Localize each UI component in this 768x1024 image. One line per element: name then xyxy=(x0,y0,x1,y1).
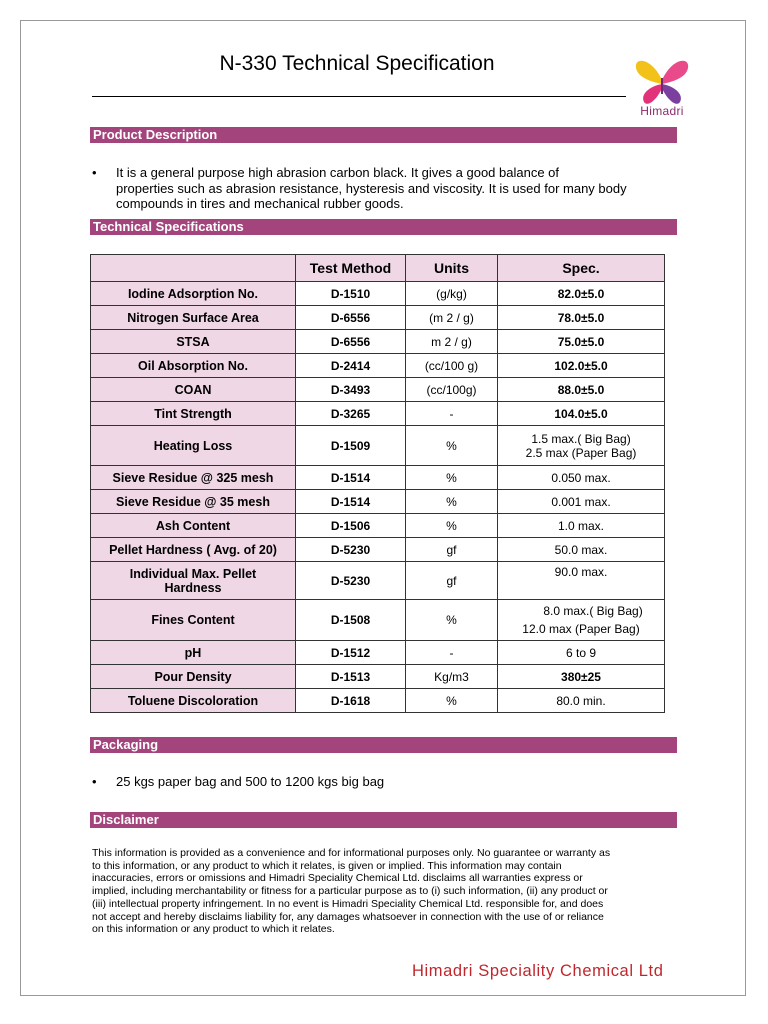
test-method: D-3265 xyxy=(296,402,406,426)
test-method: D-1510 xyxy=(296,282,406,306)
table-row xyxy=(91,689,665,713)
units: - xyxy=(406,641,498,665)
test-method: D-6556 xyxy=(296,330,406,354)
property-name: Sieve Residue @ 325 mesh xyxy=(91,466,296,490)
spec-value: 380±25 xyxy=(498,665,665,689)
property-name: Heating Loss xyxy=(91,426,296,466)
section-technical-specifications: Technical Specifications xyxy=(90,219,677,235)
product-description-line: It is a general purpose high abrasion carbon black. It gives a good balance of xyxy=(116,165,560,180)
units: (cc/100 g) xyxy=(406,354,498,378)
units: gf xyxy=(406,538,498,562)
test-method: D-2414 xyxy=(296,354,406,378)
spec-value: 1.0 max. xyxy=(498,514,665,538)
property-name: Toluene Discoloration xyxy=(91,689,296,713)
header-spec: Spec. xyxy=(498,255,665,282)
disclaimer-line: implied, including merchantability or fitness for a particular purpose as to (i) such information, (ii) any product or xyxy=(92,885,608,898)
table-row xyxy=(91,354,665,378)
test-method: D-1508 xyxy=(296,600,406,641)
spec-value: 82.0±5.0 xyxy=(498,282,665,306)
table-row xyxy=(91,306,665,330)
spec-line: 12.0 max (Paper Bag) xyxy=(522,622,640,636)
table-row xyxy=(91,402,665,426)
units: % xyxy=(406,490,498,514)
property-name: Iodine Adsorption No. xyxy=(91,282,296,306)
property-name: COAN xyxy=(91,378,296,402)
table-row xyxy=(91,426,665,466)
table-row xyxy=(91,466,665,490)
spec-value: 75.0±5.0 xyxy=(498,330,665,354)
test-method: D-6556 xyxy=(296,306,406,330)
specifications-table xyxy=(90,254,665,713)
title-underline xyxy=(92,96,626,97)
test-method: D-1513 xyxy=(296,665,406,689)
units: (g/kg) xyxy=(406,282,498,306)
bullet-marker: • xyxy=(92,774,97,789)
property-name: pH xyxy=(91,641,296,665)
spec-value: 78.0±5.0 xyxy=(498,306,665,330)
spec-value xyxy=(498,600,665,641)
test-method: D-1512 xyxy=(296,641,406,665)
units: - xyxy=(406,402,498,426)
test-method: D-5230 xyxy=(296,538,406,562)
table-row xyxy=(91,490,665,514)
spec-value: 88.0±5.0 xyxy=(498,378,665,402)
disclaimer-line: inaccuracies, errors or omissions and Himadri Speciality Chemical Ltd. disclaims all warranties express or xyxy=(92,872,583,885)
property-name: Tint Strength xyxy=(91,402,296,426)
disclaimer-line: This information is provided as a convenience and for informational purposes only. No guarantee or warranty as xyxy=(92,847,611,859)
property-name: Nitrogen Surface Area xyxy=(91,306,296,330)
test-method: D-1618 xyxy=(296,689,406,713)
property-line: Individual Max. Pellet xyxy=(129,566,257,581)
units: % xyxy=(406,514,498,538)
table-row xyxy=(91,282,665,306)
header-units: Units xyxy=(406,255,498,282)
units: m 2 / g) xyxy=(406,330,498,354)
disclaimer-line: on this information or any product to which it relates. xyxy=(92,923,335,936)
spec-line: 1.5 max.( Big Bag) xyxy=(531,431,631,446)
property-line: Hardness xyxy=(164,580,222,595)
disclaimer-line: (iii) intellectual property infringement. In no event is Himadri Speciality Chemical Ltd. responsible for, and does xyxy=(92,897,604,910)
units: % xyxy=(406,600,498,641)
units: (cc/100g) xyxy=(406,378,498,402)
test-method: D-5230 xyxy=(296,562,406,600)
page-title: N-330 Technical Specification xyxy=(219,52,495,75)
test-method: D-1514 xyxy=(296,466,406,490)
product-description xyxy=(92,165,692,213)
table-row xyxy=(91,538,665,562)
units: Kg/m3 xyxy=(406,665,498,689)
spec-value xyxy=(498,426,665,466)
property-name: STSA xyxy=(91,330,296,354)
header-blank xyxy=(91,255,296,282)
units: % xyxy=(406,466,498,490)
table-row xyxy=(91,665,665,689)
test-method: D-1509 xyxy=(296,426,406,466)
packaging-item xyxy=(92,774,692,790)
disclaimer-text xyxy=(92,847,677,936)
spec-value: 50.0 max. xyxy=(498,538,665,562)
test-method: D-1506 xyxy=(296,514,406,538)
company-footer: Himadri Speciality Chemical Ltd xyxy=(412,962,664,980)
test-method: D-3493 xyxy=(296,378,406,402)
table-row xyxy=(91,514,665,538)
units: % xyxy=(406,426,498,466)
product-description-line: properties such as abrasion resistance, hysteresis and viscosity. It is used for many body xyxy=(116,180,627,196)
disclaimer-line: to this information, or any product to which it relates, is given or implied. This information may contain xyxy=(92,859,562,872)
section-packaging: Packaging xyxy=(90,737,677,753)
property-name: Fines Content xyxy=(91,600,296,641)
units: % xyxy=(406,689,498,713)
table-header-row xyxy=(91,255,665,282)
spec-value: 0.001 max. xyxy=(498,490,665,514)
units: (m 2 / g) xyxy=(406,306,498,330)
spec-value: 102.0±5.0 xyxy=(498,354,665,378)
spec-line: 8.0 max.( Big Bag) xyxy=(543,604,643,618)
product-description-line: compounds in tires and mechanical rubber goods. xyxy=(116,196,404,211)
section-product-description: Product Description xyxy=(90,127,677,143)
table-row xyxy=(91,378,665,402)
property-name: Sieve Residue @ 35 mesh xyxy=(91,490,296,514)
table-row xyxy=(91,600,665,641)
property-name: Pour Density xyxy=(91,665,296,689)
property-name: Ash Content xyxy=(91,514,296,538)
spec-value: 80.0 min. xyxy=(498,689,665,713)
property-name: Oil Absorption No. xyxy=(91,354,296,378)
disclaimer-line: not accept and hereby disclaims liability for, any damages whatsoever in connection with the use of or reliance xyxy=(92,910,604,923)
section-disclaimer: Disclaimer xyxy=(90,812,677,828)
property-name: Pellet Hardness ( Avg. of 20) xyxy=(91,538,296,562)
test-method: D-1514 xyxy=(296,490,406,514)
table-row xyxy=(91,562,665,600)
table-row xyxy=(91,641,665,665)
header-test-method: Test Method xyxy=(296,255,406,282)
logo-wordmark: Himadri xyxy=(640,104,684,118)
spec-value: 6 to 9 xyxy=(498,641,665,665)
spec-line: 2.5 max (Paper Bag) xyxy=(525,445,637,460)
spec-value: 104.0±5.0 xyxy=(498,402,665,426)
spec-value: 0.050 max. xyxy=(498,466,665,490)
units: gf xyxy=(406,562,498,600)
property-name xyxy=(91,562,296,600)
packaging-text: 25 kgs paper bag and 500 to 1200 kgs big bag xyxy=(116,774,385,789)
spec-value: 90.0 max. xyxy=(498,562,665,600)
bullet-marker: • xyxy=(92,165,97,180)
table-row xyxy=(91,330,665,354)
